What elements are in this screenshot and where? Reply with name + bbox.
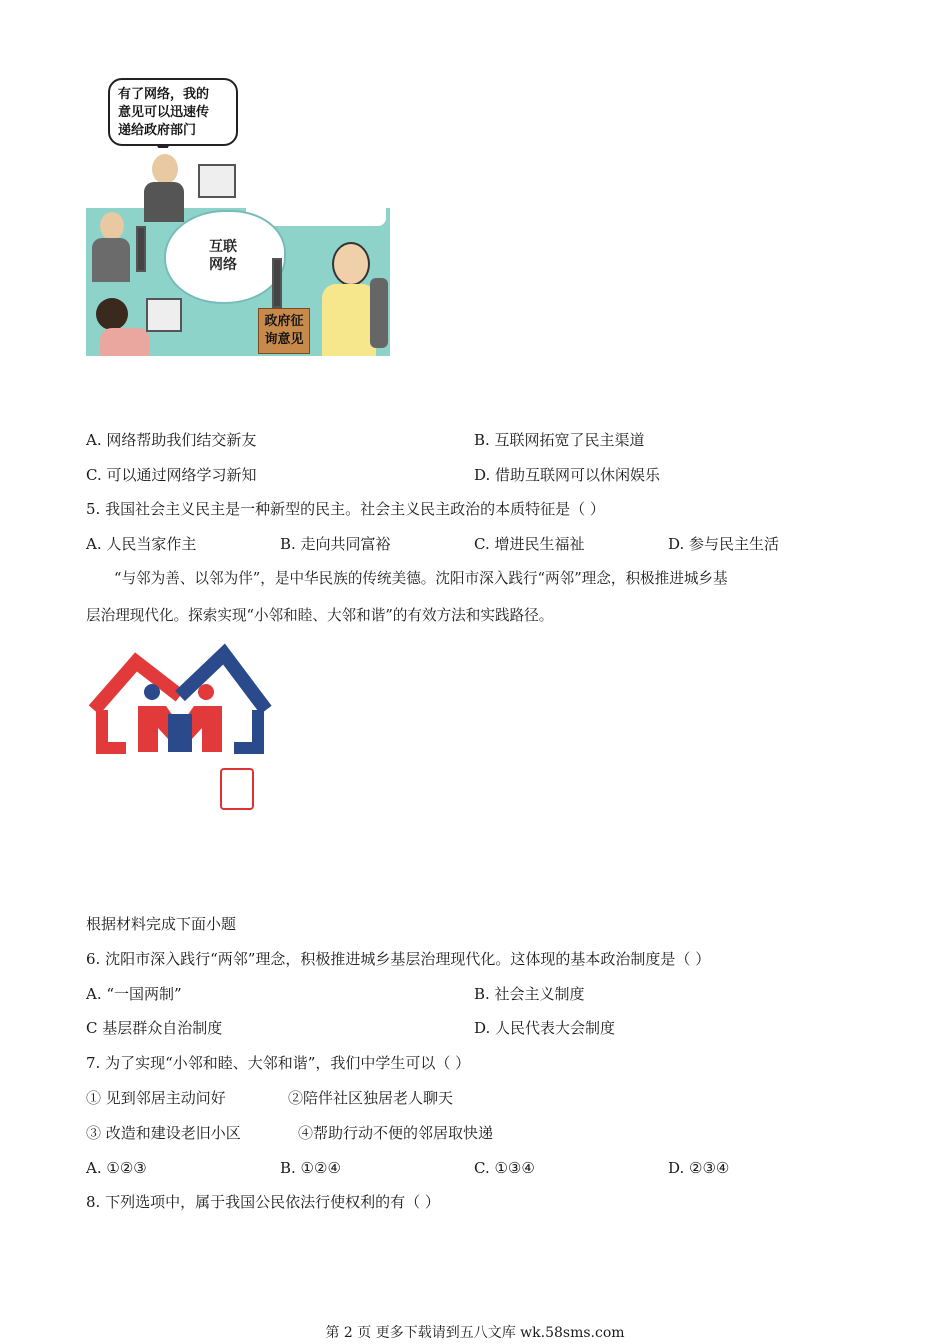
q7-statement-4: ④帮助行动不便的邻居取快递 xyxy=(298,1124,494,1142)
cartoon-scene xyxy=(86,148,390,356)
q5-option-d: D. 参与民主生活 xyxy=(668,535,780,553)
q6-stem: 6. 沈阳市深入践行“两邻”理念，积极推进城乡基层治理现代化。这体现的基本政治制度是（ ） xyxy=(86,950,711,968)
q4-option-c: C. 可以通过网络学习新知 xyxy=(86,466,257,484)
instruction-text: 根据材料完成下面小题 xyxy=(86,915,237,933)
q8-stem: 8. 下列选项中，属于我国公民依法行使权利的有（ ） xyxy=(86,1193,440,1211)
monitor-icon xyxy=(136,226,146,272)
person-left-head xyxy=(100,212,124,240)
q5-option-a: A. 人民当家作主 xyxy=(86,535,197,553)
cloud-line: 互联 xyxy=(209,239,237,255)
q7-statement-1: ① 见到邻居主动问好 xyxy=(86,1089,226,1107)
person-top-head xyxy=(152,154,178,184)
sign-line: 询意见 xyxy=(264,332,304,347)
q7-statement-2: ②陪伴社区独居老人聊天 xyxy=(288,1089,454,1107)
official-body xyxy=(322,284,376,356)
q7-option-d: D. ②③④ xyxy=(668,1159,730,1177)
page-footer: 第 2 页 更多下载请到五八文库 wk.58sms.com xyxy=(325,1325,625,1341)
official-head xyxy=(332,242,370,286)
cloud-label xyxy=(198,238,248,274)
material-line-1: “与邻为善、以邻为伴”，是中华民族的传统美德。沈阳市深入践行“两邻”理念，积极推进城乡基 xyxy=(114,570,728,587)
official-chair xyxy=(370,278,388,348)
bubble-line: 有了网络，我的 xyxy=(118,87,210,102)
person-bottom-head xyxy=(96,298,128,330)
bubble-line: 意见可以迅速传 xyxy=(118,105,210,120)
person-top-body xyxy=(144,182,184,222)
bubble-line: 递给政府部门 xyxy=(118,123,197,138)
q7-stem: 7. 为了实现“小邻和睦、大邻和谐”，我们中学生可以（ ） xyxy=(86,1054,471,1072)
q5-option-c: C. 增进民生福祉 xyxy=(474,535,585,553)
sign-line: 政府征 xyxy=(264,314,304,329)
monitor-icon xyxy=(272,258,282,308)
q5-stem: 5. 我国社会主义民主是一种新型的民主。社会主义民主政治的本质特征是（ ） xyxy=(86,500,605,518)
q7-option-b: B. ①②④ xyxy=(280,1159,341,1177)
seal-icon xyxy=(220,768,254,810)
q4-option-b: B. 互联网拓宽了民主渠道 xyxy=(474,431,645,449)
liang-lin-logo xyxy=(88,640,272,836)
blank-box xyxy=(246,158,386,226)
q4-option-a: A. 网络帮助我们结交新友 xyxy=(86,431,257,449)
q7-option-c: C. ①③④ xyxy=(474,1159,535,1177)
q7-option-a: A. ①②③ xyxy=(86,1159,147,1177)
q4-option-d: D. 借助互联网可以休闲娱乐 xyxy=(474,466,661,484)
q6-option-a: A. “一国两制” xyxy=(86,985,182,1003)
person-bottom-body xyxy=(100,328,150,356)
q7-statement-3: ③ 改造和建设老旧小区 xyxy=(86,1124,241,1142)
monitor-icon xyxy=(198,164,236,198)
cloud-line: 网络 xyxy=(209,257,237,273)
material-line-2: 层治理现代化。探索实现“小邻和睦、大邻和谐”的有效方法和实践路径。 xyxy=(86,607,554,624)
q6-option-b: B. 社会主义制度 xyxy=(474,985,585,1003)
cartoon-illustration xyxy=(86,78,390,356)
speech-bubble xyxy=(108,78,238,146)
house-logo-icon xyxy=(88,640,272,760)
q6-option-c: C 基层群众自治制度 xyxy=(86,1019,223,1037)
q5-option-b: B. 走向共同富裕 xyxy=(280,535,391,553)
q6-option-d: D. 人民代表大会制度 xyxy=(474,1019,616,1037)
government-sign xyxy=(258,308,310,354)
monitor-icon xyxy=(146,298,182,332)
person-left-body xyxy=(92,238,130,282)
